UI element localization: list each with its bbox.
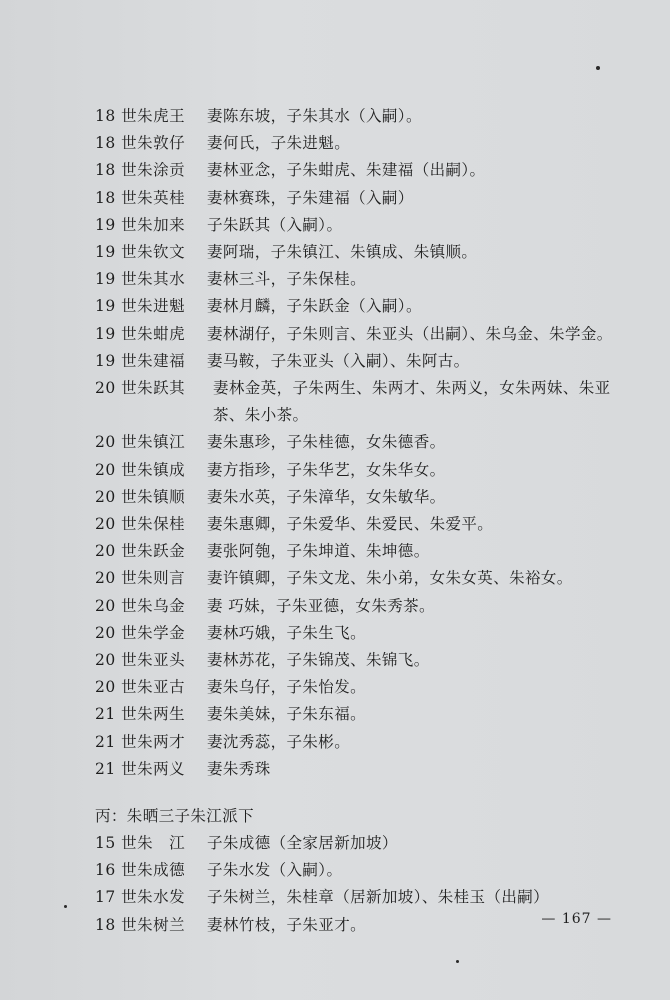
genealogy-entry	[95, 130, 655, 157]
entry-description: 妻张阿匏，子朱坤道、朱坤德。	[207, 542, 430, 561]
genealogy-entry	[95, 620, 655, 647]
entry-name: 20 世朱乌金	[95, 596, 186, 615]
genealogy-entry	[95, 293, 655, 320]
genealogy-entry	[95, 348, 655, 375]
entry-description: 妻朱惠卿，子朱爱华、朱爱民、朱爱平。	[207, 515, 494, 534]
entry-name: 19 世朱建福	[95, 351, 186, 370]
genealogy-entry	[95, 884, 655, 911]
genealogy-entry	[95, 647, 655, 674]
genealogy-entry	[95, 565, 655, 592]
entry-name: 19 世朱进魁	[95, 297, 186, 316]
genealogy-entry	[95, 185, 655, 212]
entry-description: 子朱水发（入嗣）。	[207, 861, 343, 880]
genealogy-entry	[95, 511, 655, 538]
entry-description: 妻林三斗，子朱保桂。	[207, 270, 367, 289]
entry-name: 20 世朱跃金	[95, 542, 186, 561]
genealogy-entry	[95, 375, 655, 429]
entry-description: 妻朱美妹，子朱东福。	[207, 705, 367, 724]
entry-name: 20 世朱学金	[95, 623, 186, 642]
entry-name: 20 世朱则言	[95, 569, 186, 588]
genealogy-entry	[95, 266, 655, 293]
page-number: — 167 —	[541, 911, 612, 927]
entry-description: 妻林亚念，子朱蚶虎、朱建福（出嗣）。	[207, 161, 486, 180]
entry-name: 18 世朱树兰	[95, 915, 186, 934]
entry-description: 子朱成德（全家居新加坡）	[207, 834, 398, 853]
genealogy-entry	[95, 484, 655, 511]
entry-name: 16 世朱成德	[95, 861, 186, 880]
entry-name: 18 世朱敦仔	[95, 134, 186, 153]
entry-description: 妻林月麟，子朱跃金（入嗣）。	[207, 297, 422, 316]
print-speck	[456, 960, 459, 963]
genealogy-entry	[95, 593, 655, 620]
entry-name: 20 世朱保桂	[95, 515, 186, 534]
entry-name: 19 世朱钦文	[95, 243, 186, 262]
entry-description: 妻林金英，子朱两生、朱两才、朱两义，女朱两妹、朱亚茶、朱小茶。	[213, 379, 611, 425]
genealogy-entry	[95, 729, 655, 756]
genealogy-entry	[95, 321, 655, 348]
entry-description: 妻朱乌仔，子朱怡发。	[207, 678, 367, 697]
entry-name: 20 世朱镇江	[95, 433, 186, 452]
genealogy-entry	[95, 674, 655, 701]
entry-description: 妻何氏，子朱进魁。	[207, 134, 351, 153]
entry-name: 19 世朱加来	[95, 215, 186, 234]
entry-description: 妻朱水英，子朱漳华，女朱敏华。	[207, 487, 446, 506]
entry-name: 21 世朱两才	[95, 732, 186, 751]
genealogy-entry	[95, 103, 655, 130]
entry-description: 妻林湖仔，子朱则言、朱亚头（出嗣）、朱乌金、朱学金。	[207, 324, 613, 343]
print-speck	[64, 905, 67, 908]
entry-name: 20 世朱镇成	[95, 460, 186, 479]
section-title: 丙：朱晒三子朱江派下	[95, 807, 255, 826]
genealogy-entry	[95, 157, 655, 184]
entry-name: 15 世朱 江	[95, 834, 186, 853]
entry-description: 妻许镇卿，子朱文龙、朱小弟，女朱女英、朱裕女。	[207, 569, 573, 588]
genealogy-entry	[95, 830, 655, 857]
entry-name: 20 世朱镇顺	[95, 487, 186, 506]
entry-name: 20 世朱亚古	[95, 678, 186, 697]
genealogy-entry	[95, 538, 655, 565]
entry-description: 妻沈秀蕊，子朱彬。	[207, 732, 351, 751]
entry-description: 妻陈东坡，子朱其水（入嗣）。	[207, 107, 422, 125]
entry-description: 妻林巧娥，子朱生飞。	[207, 623, 367, 642]
entry-name: 19 世朱蚶虎	[95, 324, 186, 343]
entry-name: 20 世朱亚头	[95, 651, 186, 670]
genealogy-entries	[95, 103, 655, 939]
entry-description: 妻林苏花，子朱锦茂、朱锦飞。	[207, 651, 430, 670]
genealogy-entry	[95, 429, 655, 456]
entry-description: 妻林赛珠，子朱建福（入嗣）	[207, 188, 414, 207]
entry-description: 子朱树兰，朱桂章（居新加坡）、朱桂玉（出嗣）	[207, 888, 550, 907]
section-gap	[95, 783, 655, 803]
print-speck	[596, 66, 600, 70]
entry-description: 妻方指珍，子朱华艺，女朱华女。	[207, 460, 446, 479]
entry-name: 21 世朱两义	[95, 759, 186, 778]
entry-name: 18 世朱虎王	[95, 107, 186, 125]
entry-name: 19 世朱其水	[95, 270, 186, 289]
entry-description: 妻 巧妹，子朱亚德，女朱秀茶。	[207, 596, 435, 615]
entry-name: 18 世朱涂贡	[95, 161, 186, 180]
entry-description: 妻朱惠珍，子朱桂德，女朱德香。	[207, 433, 446, 452]
genealogy-entry	[95, 701, 655, 728]
entries-list-main	[95, 103, 655, 783]
entry-name: 17 世朱水发	[95, 888, 186, 907]
entry-name: 20 世朱跃其	[95, 379, 186, 398]
entry-description: 妻朱秀珠	[207, 759, 271, 778]
entry-description: 妻马鞍，子朱亚头（入嗣）、朱阿古。	[207, 351, 470, 370]
entry-description: 妻阿瑞，子朱镇江、朱镇成、朱镇顺。	[207, 243, 478, 262]
entry-description: 子朱跃其（入嗣）。	[207, 215, 343, 234]
entry-name: 18 世朱英桂	[95, 188, 186, 207]
genealogy-entry	[95, 239, 655, 266]
genealogy-entry	[95, 756, 655, 783]
entry-name: 21 世朱两生	[95, 705, 186, 724]
genealogy-entry	[95, 457, 655, 484]
genealogy-entry	[95, 212, 655, 239]
genealogy-entry	[95, 857, 655, 884]
entry-description: 妻林竹枝，子朱亚才。	[207, 915, 367, 934]
